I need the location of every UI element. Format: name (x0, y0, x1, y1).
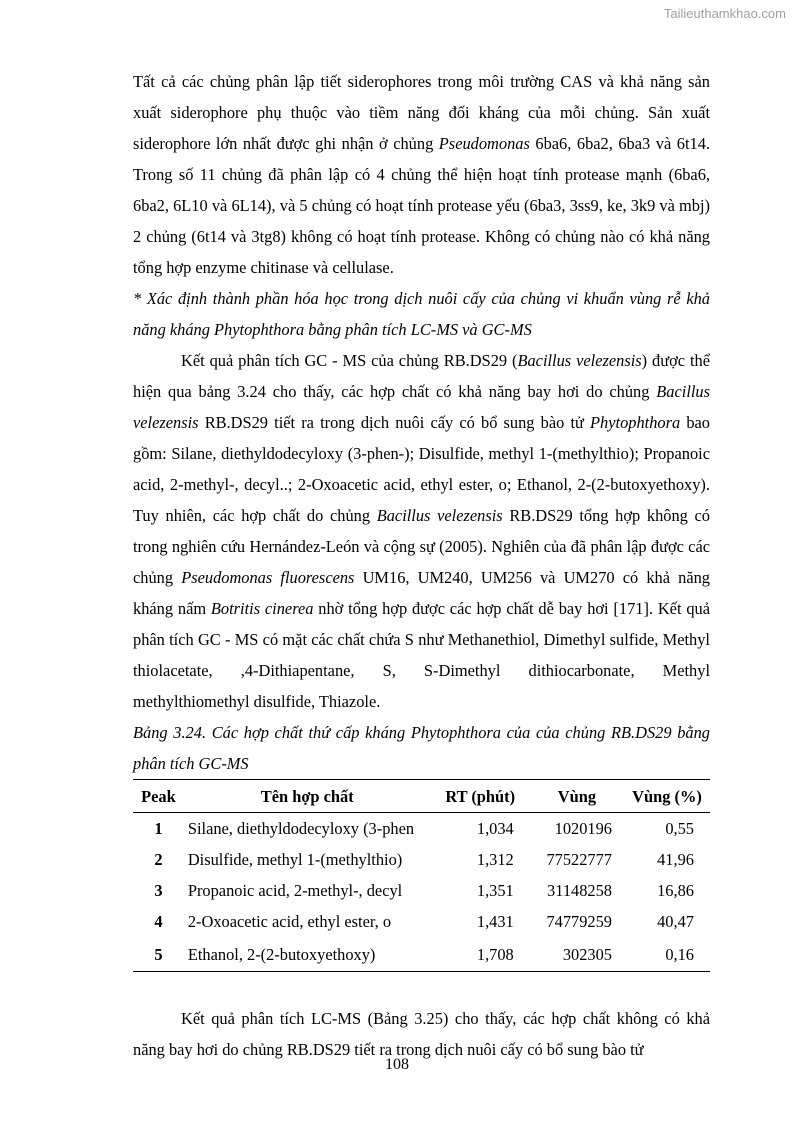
header-rt: RT (phút) (431, 780, 530, 813)
header-area-percent: Vùng (%) (624, 780, 710, 813)
text-run: ) được thể hiện qua bảng 3.24 cho thấy, các hợp chất có khả năng bay hơi do chủng (133, 351, 711, 401)
cell-area-percent: 40,47 (657, 912, 694, 931)
watermark: Tailieuthamkhao.com (663, 6, 786, 21)
table-row (133, 875, 710, 906)
text-run: Kết quả phân tích GC - MS của chủng RB.DS29 ( (181, 351, 518, 370)
page-number: 108 (385, 1056, 409, 1073)
paragraph-siderophore (133, 66, 710, 283)
header-peak: Peak (133, 780, 184, 813)
compounds-table (133, 779, 710, 972)
cell-area-percent: 16,86 (657, 881, 694, 900)
cell-rt: 1,034 (476, 819, 514, 838)
italic-species: Phytophthora (590, 413, 681, 432)
italic-species: Bacillus velezensis (133, 382, 710, 432)
text-run: nhờ tổng hợp được các hợp chất dễ bay hơi [171]. Kết quả phân tích GC - MS có mặt các chất chứa S như Methanethiol, Dimethyl sulfide, Methyl thiolacetate, ,4-Dithiapentane, S, S-Dimethyl dithiocarbonate, Methyl methylthiomethyl disulfide, Thiazole. (133, 599, 710, 711)
cell-area: 1020196 (554, 819, 612, 838)
cell-peak: 1 (154, 819, 163, 838)
table-row (133, 937, 710, 972)
table-caption: Bảng 3.24. Các hợp chất thứ cấp kháng Phytophthora của của chủng RB.DS29 bằng phân tích GC-MS (133, 723, 710, 773)
cell-area-percent: 41,96 (657, 850, 694, 869)
text-run: bao gồm: Silane, diethyldodecyloxy (3-phen-); Disulfide, methyl 1-(methylthio); Propanoic acid, 2-methyl-, decyl..; 2-Oxoacetic acid, ethyl ester, o; Ethanol, 2-(2-butoxyethoxy). Tuy nhiên, các hợp chất do chủng (133, 413, 710, 525)
cell-compound: Silane, diethyldodecyloxy (3-phen (187, 819, 415, 838)
table-header-row (133, 780, 710, 813)
cell-compound: Propanoic acid, 2-methyl-, decyl (187, 881, 403, 900)
table-row (133, 844, 710, 875)
cell-compound: Disulfide, methyl 1-(methylthio) (187, 850, 403, 869)
text-run: RB.DS29 tiết ra trong dịch nuôi cấy có bổ sung bào tử (198, 413, 591, 432)
cell-peak: 4 (154, 912, 163, 931)
cell-rt: 1,708 (431, 937, 530, 972)
cell-area: 31148258 (547, 881, 612, 900)
italic-species: Pseudomonas (438, 134, 530, 153)
header-area: Vùng (530, 780, 624, 813)
cell-rt: 1,431 (476, 912, 514, 931)
cell-compound: 2-Oxoacetic acid, ethyl ester, o (187, 912, 392, 931)
cell-peak: 3 (154, 881, 163, 900)
cell-rt: 1,312 (476, 850, 514, 869)
page-content (133, 66, 710, 1065)
table-row (133, 813, 710, 845)
cell-rt: 1,351 (476, 881, 514, 900)
italic-species: Pseudomonas fluorescens (181, 568, 355, 587)
paragraph-lcms: Kết quả phân tích LC-MS (Bảng 3.25) cho thấy, các hợp chất không có khả năng bay hơi do chủng RB.DS29 tiết ra trong dịch nuôi cấy có bổ sung bào tử (133, 1009, 710, 1059)
cell-area: 74779259 (546, 912, 612, 931)
cell-area-percent: 0,16 (624, 937, 710, 972)
cell-compound: Ethanol, 2-(2-butoxyethoxy) (184, 937, 431, 972)
italic-species: Bacillus velezensis (517, 351, 642, 370)
header-compound: Tên hợp chất (184, 780, 431, 813)
table-row (133, 906, 710, 937)
text-run: 6ba6, 6ba2, 6ba3 và 6t14. Trong số 11 chủng đã phân lập có 4 chủng thể hiện hoạt tính protease mạnh (6ba6, 6ba2, 6L10 và 6L14), và 5 chủng có hoạt tính protease yếu (6ba3, 3ss9, ke, 3k9 và mbj) 2 chủng (6t14 và 3tg8) không có hoạt tính protease. Không có chủng nào có khả năng tổng hợp enzyme chitinase và cellulase. (133, 134, 710, 277)
cell-peak: 5 (133, 937, 184, 972)
cell-area-percent: 0,55 (665, 819, 694, 838)
cell-area: 302305 (530, 937, 624, 972)
cell-peak: 2 (154, 850, 163, 869)
text-run: RB.DS29 tổng hợp không có trong nghiên cứu Hernández-León và cộng sự (2005). Nghiên của đã phân lập được các chủng (133, 506, 710, 587)
section-heading: * Xác định thành phần hóa học trong dịch nuôi cấy của chủng vi khuẩn vùng rễ khả năng kháng Phytophthora bằng phân tích LC-MS và GC-MS (133, 289, 710, 339)
paragraph-gcms (133, 345, 710, 717)
italic-species: Botritis cinerea (210, 599, 314, 618)
italic-species: Bacillus velezensis (376, 506, 503, 525)
text-run: Tất cả các chủng phân lập tiết siderophores trong môi trường CAS và khả năng sản xuất siderophore phụ thuộc vào tiềm năng đối kháng của mỗi chủng. Sản xuất siderophore lớn nhất được ghi nhận ở chủng (133, 72, 710, 153)
cell-area: 77522777 (546, 850, 612, 869)
text-run: UM16, UM240, UM256 và UM270 có khả năng kháng nấm (133, 568, 711, 618)
